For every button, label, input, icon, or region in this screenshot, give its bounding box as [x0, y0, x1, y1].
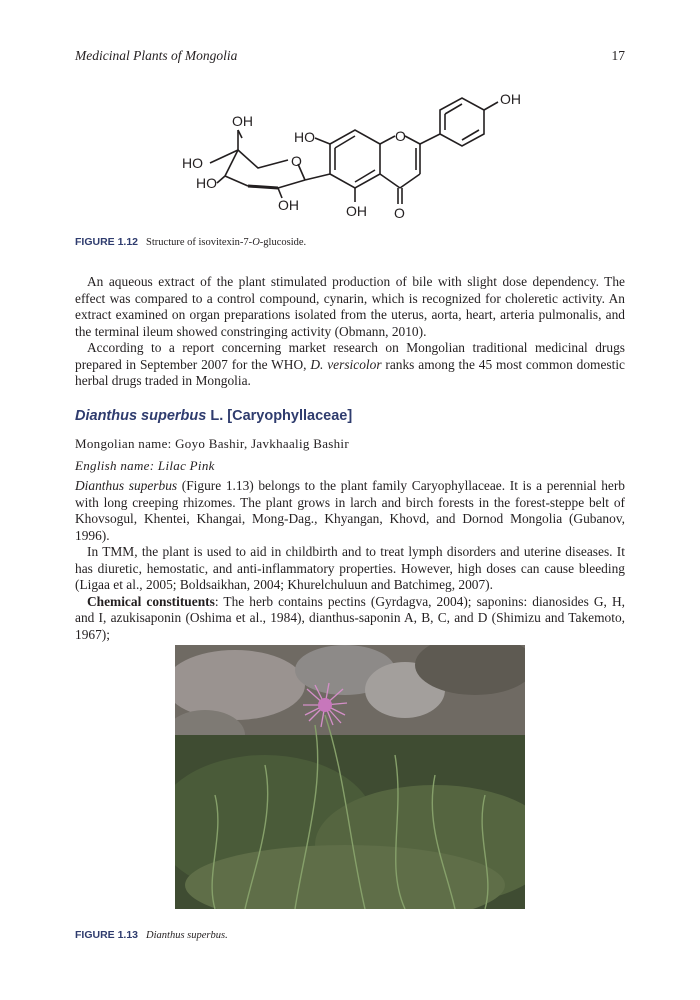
figure-label: FIGURE 1.12	[75, 236, 139, 248]
caption-text: Dianthus superbus.	[146, 930, 228, 941]
figure-1-13-caption	[75, 929, 228, 941]
chemical-structure-diagram	[170, 88, 550, 228]
caption-text-suffix: -glucoside.	[259, 237, 307, 248]
paragraph-3	[75, 478, 625, 544]
english-name: English name: Lilac Pink	[75, 458, 215, 473]
atom-o-carbonyl: O	[394, 205, 405, 221]
atom-ho-1: HO	[182, 155, 203, 171]
plant-photo-illustration	[175, 645, 525, 909]
isovitexin-structure-svg	[170, 88, 550, 228]
atom-o-chromone: O	[395, 128, 406, 144]
figure-1-12-caption	[75, 236, 306, 248]
ring-c-bottom-right	[400, 174, 420, 188]
dianthus-photo	[175, 645, 525, 909]
paragraph-4: In TMM, the plant is used to aid in childbirth and to treat lymph disorders and uterine diseases. It has diuretic, hemostatic, and anti-inflammatory properties. However, high doses can cause bleeding (Ligaa et al., 2005; Boldsaikhan, 2004; Khurelchuluun and Batchimeg, 2007).	[75, 544, 625, 592]
atom-ho-3: HO	[294, 129, 315, 145]
ho1-bond	[210, 150, 238, 163]
sugar-bond-top	[238, 150, 288, 168]
caption-text-prefix: Structure of isovitexin-7-	[146, 237, 253, 248]
ring-a	[330, 130, 380, 188]
paragraph-1: An aqueous extract of the plant stimulated production of bile with slight dose dependency. The effect was compared to a control compound, cynarin, which is recognized for choleretic activity. An extract examined on organ preparations isolated from the uterus, aorta, heart, arteria pulmonalis, and the terminal ileum showed constringing activity (Obmann, 2010).	[75, 274, 625, 339]
paragraph-5-heading: Chemical constituents	[87, 593, 215, 609]
ring-a-double-1	[335, 136, 355, 148]
running-title: Medicinal Plants of Mongolia	[75, 48, 238, 63]
phenyl-link	[420, 134, 440, 144]
page-header	[75, 48, 625, 68]
ring-c-o-bond	[380, 136, 395, 144]
atom-oh-phenyl: OH	[500, 91, 521, 107]
atom-oh-bottom: OH	[346, 203, 367, 219]
figure-label: FIGURE 1.13	[75, 929, 139, 941]
atom-oh-top: OH	[232, 113, 253, 129]
sugar-bond-wedge	[248, 186, 278, 188]
ring-c-o-bond-2	[405, 136, 420, 144]
paragraph-3-species: Dianthus superbus	[75, 478, 178, 493]
paragraph-2-species: D. versicolor	[310, 356, 382, 372]
mongolian-name: Mongolian name: Goyo Bashir, Javkhaalig Bashir	[75, 436, 349, 451]
sugar-bond-bottom-left	[225, 176, 248, 186]
phenyl-ring	[440, 98, 484, 146]
paragraph-5-text: : The herb contains pectins (Gyrdagva, 2004); saponins: dianosides G, H, and I, azukisaponin (Oshima et al., 1984), dianthus-saponin A, B, C, and D (Shimizu and Takemoto, 1967);	[75, 593, 625, 642]
paragraph-2-text: According to a report concerning market research on Mongolian traditional medicinal drugs prepared in September 2007 for the WHO,	[75, 340, 625, 372]
paragraph-3-text: (Figure 1.13) belongs to the plant family Caryophyllaceae. It is a perennial herb with long creeping rhizomes. The plant grows in larch and birch forests in the forest-steppe belt of Khovsogul, Khentei, Khangai, Mong-Dag., Khyangan, Khovd, and Dornod Mongolia (Gubanov, 1996).	[75, 478, 625, 543]
paragraph-5	[75, 594, 625, 644]
ho2-bond	[217, 176, 225, 183]
caption-text-italic: O	[252, 237, 260, 248]
ho-a-bond	[315, 138, 330, 144]
body-text-block-2	[75, 478, 625, 643]
paragraph-2	[75, 340, 625, 390]
ring-c-bottom-left	[380, 174, 400, 188]
section-genus: Dianthus superbus	[75, 408, 207, 424]
sugar-bond-bottom-right	[278, 180, 305, 188]
page-number: 17	[611, 48, 625, 63]
sugar-bond-left	[225, 150, 238, 176]
body-text-block-1	[75, 274, 625, 390]
atom-ho-2: HO	[196, 175, 217, 191]
section-family: L. [Caryophyllaceae]	[206, 408, 353, 424]
atom-o-sugar: O	[291, 153, 302, 169]
phenyl-oh-bond	[484, 102, 498, 110]
c-glycoside-bond	[305, 174, 330, 180]
atom-oh-sugar: OH	[278, 197, 299, 213]
ring-a-double-2	[355, 170, 375, 182]
section-heading	[75, 408, 352, 424]
paragraph-2-text-end: ranks among the 45 most common domestic herbal drugs traded in Mongolia.	[75, 356, 625, 388]
